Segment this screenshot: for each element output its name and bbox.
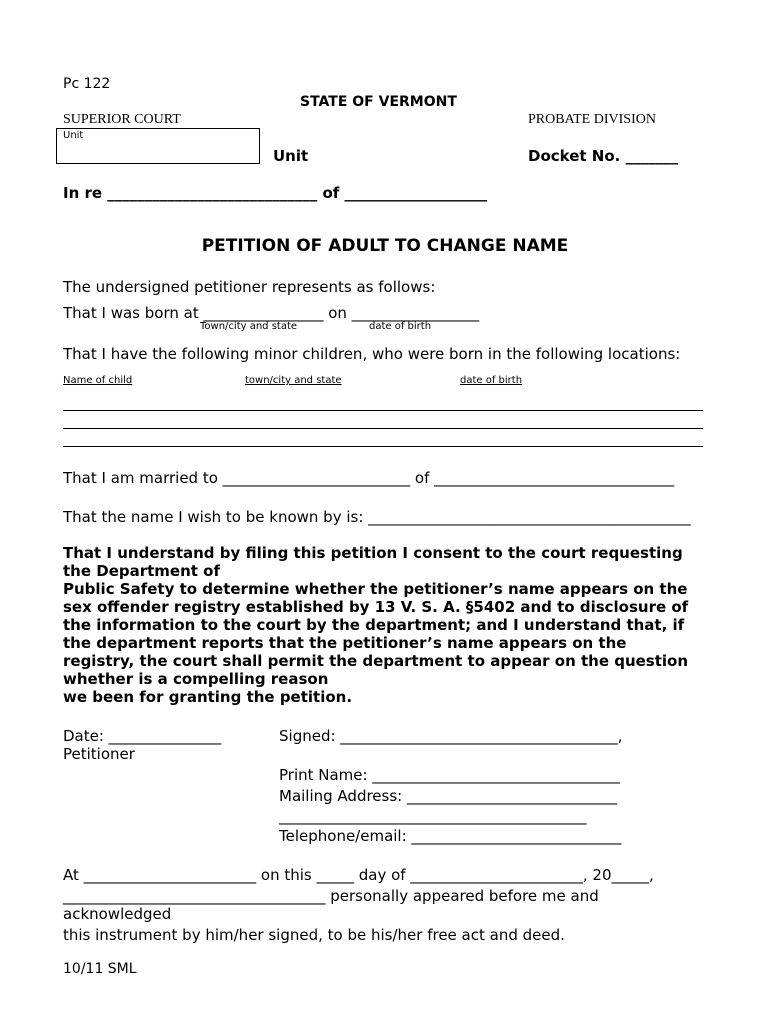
intro-text: The undersigned petitioner represents as follows: — [63, 278, 436, 296]
acknowledgment-line[interactable]: ___________________________________ personally appeared before me and — [63, 887, 599, 905]
acknowledgment-line[interactable]: At _______________________ on this _____ day of _______________________, 20_____, — [63, 866, 654, 884]
in-re-line[interactable]: In re ____________________________ of ___________________ — [63, 184, 488, 202]
unit-box-label: Unit — [63, 130, 84, 141]
form-code: Pc 122 — [63, 76, 111, 92]
superior-court-label: SUPERIOR COURT — [63, 112, 181, 127]
child-entry-line[interactable] — [63, 428, 703, 429]
mailing-address-line2[interactable]: _________________________________________ — [279, 807, 587, 825]
consent-line: the information to the court by the department; and I understand that, if — [63, 616, 685, 634]
consent-paragraph — [63, 544, 713, 706]
unit-input-box[interactable] — [56, 128, 260, 164]
petitioner-label: Petitioner — [63, 745, 135, 763]
probate-division-label: PROBATE DIVISION — [528, 112, 656, 127]
married-line[interactable]: That I am married to _________________________ of ________________________________ — [63, 469, 675, 487]
date-field[interactable]: Date: _______________ — [63, 727, 222, 745]
town-caption: Town/city and state — [200, 321, 298, 332]
child-town-header: town/city and state — [245, 375, 342, 386]
known-as-line[interactable]: That the name I wish to be known by is: ___________________________________________ — [63, 508, 691, 526]
consent-line: the department reports that the petitioner’s name appears on the — [63, 634, 627, 652]
print-name-field[interactable]: Print Name: _________________________________ — [279, 766, 620, 784]
mailing-address-field[interactable]: Mailing Address: ____________________________ — [279, 787, 617, 805]
birth-place-line[interactable]: That I was born at ________________ on _________________ — [63, 304, 480, 322]
child-entry-line[interactable] — [63, 446, 703, 447]
unit-label: Unit — [273, 147, 309, 165]
child-dob-header: date of birth — [460, 375, 523, 386]
telephone-email-field[interactable]: Telephone/email: ____________________________ — [279, 827, 622, 845]
consent-line: we been for granting the petition. — [63, 688, 353, 706]
acknowledgment-line: acknowledged — [63, 905, 172, 923]
child-name-header: Name of child — [63, 375, 133, 386]
petition-title: PETITION OF ADULT TO CHANGE NAME — [201, 236, 569, 256]
docket-number-label: Docket No. _______ — [528, 147, 679, 165]
consent-line: the Department of — [63, 562, 221, 580]
dob-caption: date of birth — [369, 321, 432, 332]
child-entry-line[interactable] — [63, 410, 703, 411]
footer-code: 10/11 SML — [63, 961, 137, 977]
state-title: STATE OF VERMONT — [300, 94, 457, 110]
children-line: That I have the following minor children, who were born in the following locations: — [63, 345, 681, 363]
consent-line: sex offender registry established by 13 V. S. A. §5402 and to disclosure of — [63, 598, 689, 616]
signed-field[interactable]: Signed: _____________________________________, — [279, 727, 623, 745]
consent-line: whether is a compelling reason — [63, 670, 329, 688]
consent-line: Public Safety to determine whether the petitioner’s name appears on the — [63, 580, 688, 598]
acknowledgment-line: this instrument by him/her signed, to be his/her free act and deed. — [63, 926, 565, 944]
consent-line: That I understand by filing this petition I consent to the court requesting — [63, 544, 683, 562]
consent-line: registry, the court shall permit the department to appear on the question — [63, 652, 689, 670]
